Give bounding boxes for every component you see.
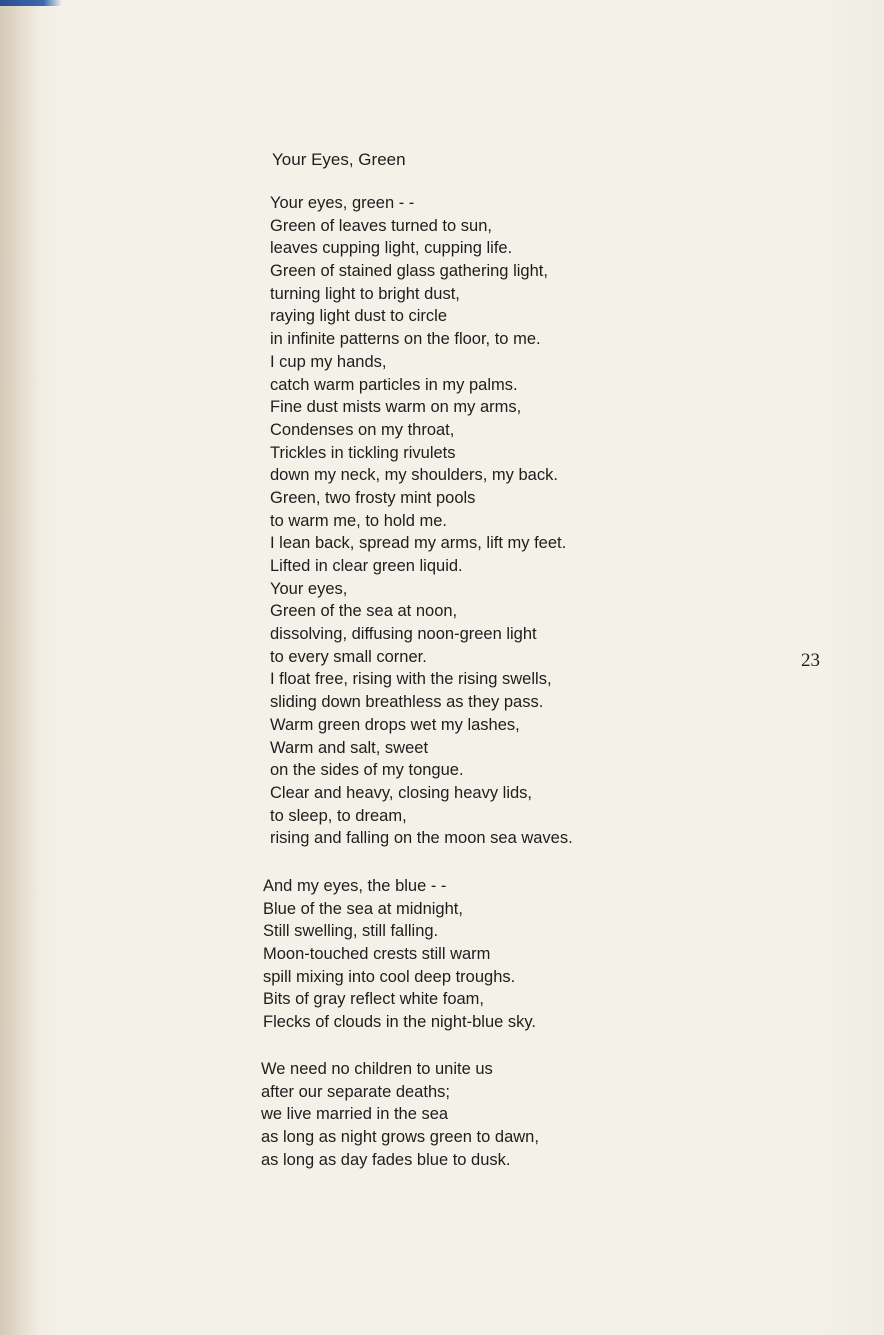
poem-line: Green, two frosty mint pools <box>270 488 476 507</box>
stanza-1 <box>270 192 573 850</box>
page-number: 23 <box>801 650 820 671</box>
poem-line: Your eyes, <box>270 579 348 598</box>
poem-line: Bits of gray reflect white foam, <box>263 990 485 1009</box>
poem-line: Clear and heavy, closing heavy lids, <box>270 783 533 802</box>
poem-line: I cup my hands, <box>270 352 387 371</box>
poem-title: Your Eyes, Green <box>272 150 406 169</box>
poem-line: as long as night grows green to dawn, <box>261 1128 539 1147</box>
poem-line: after our separate deaths; <box>261 1082 450 1101</box>
poem-line: to warm me, to hold me. <box>270 511 447 530</box>
poem-line: sliding down breathless as they pass. <box>270 693 544 712</box>
poem-line: Condenses on my throat, <box>270 420 455 439</box>
poem-line: We need no children to unite us <box>261 1060 493 1078</box>
poem-line: as long as day fades blue to dusk. <box>261 1150 511 1169</box>
poem-line: in infinite patterns on the floor, to me. <box>270 330 541 349</box>
poem-line: down my neck, my shoulders, my back. <box>270 466 558 485</box>
poem-line: I float free, rising with the rising swells, <box>270 670 552 689</box>
poem-line: Flecks of clouds in the night-blue sky. <box>263 1013 536 1032</box>
poem-line: Lifted in clear green liquid. <box>270 557 463 575</box>
poem-line: I lean back, spread my arms, lift my feet. <box>270 534 567 553</box>
poem-line: on the sides of my tongue. <box>270 761 464 780</box>
poem-line: Green of leaves turned to sun, <box>270 216 492 235</box>
stanza-3 <box>261 1058 539 1171</box>
poem-line: catch warm particles in my palms. <box>270 375 518 394</box>
top-edge-mark <box>0 0 62 6</box>
poem-line: Blue of the sea at midnight, <box>263 899 463 918</box>
poem-line: Moon-touched crests still warm <box>263 945 491 964</box>
poem-line: Warm and salt, sweet <box>270 738 429 757</box>
binding-shadow <box>0 0 40 1335</box>
poem-line: Fine dust mists warm on my arms, <box>270 398 522 417</box>
poem-line: Still swelling, still falling. <box>263 922 439 941</box>
poem-line: rising and falling on the moon sea waves. <box>270 829 573 848</box>
poem-line: Green of stained glass gathering light, <box>270 262 548 281</box>
poem-line: to every small corner. <box>270 647 427 666</box>
poem-line: Green of the sea at noon, <box>270 602 458 621</box>
poem-line: raying light dust to circle <box>270 307 447 326</box>
poem-line: spill mixing into cool deep troughs. <box>263 967 516 986</box>
stanza-2 <box>263 875 536 1034</box>
poem-line: Warm green drops wet my lashes, <box>270 715 520 734</box>
poem-line: Trickles in tickling rivulets <box>270 443 456 462</box>
poem-line: Your eyes, green - - <box>270 194 415 212</box>
poem-line: we live married in the sea <box>261 1105 449 1124</box>
poem-line: turning light to bright dust, <box>270 284 460 303</box>
poem-line: And my eyes, the blue - - <box>263 877 447 895</box>
poem-line: to sleep, to dream, <box>270 806 407 825</box>
poem-line: dissolving, diffusing noon-green light <box>270 625 537 644</box>
poem-line: leaves cupping light, cupping life. <box>270 239 513 258</box>
